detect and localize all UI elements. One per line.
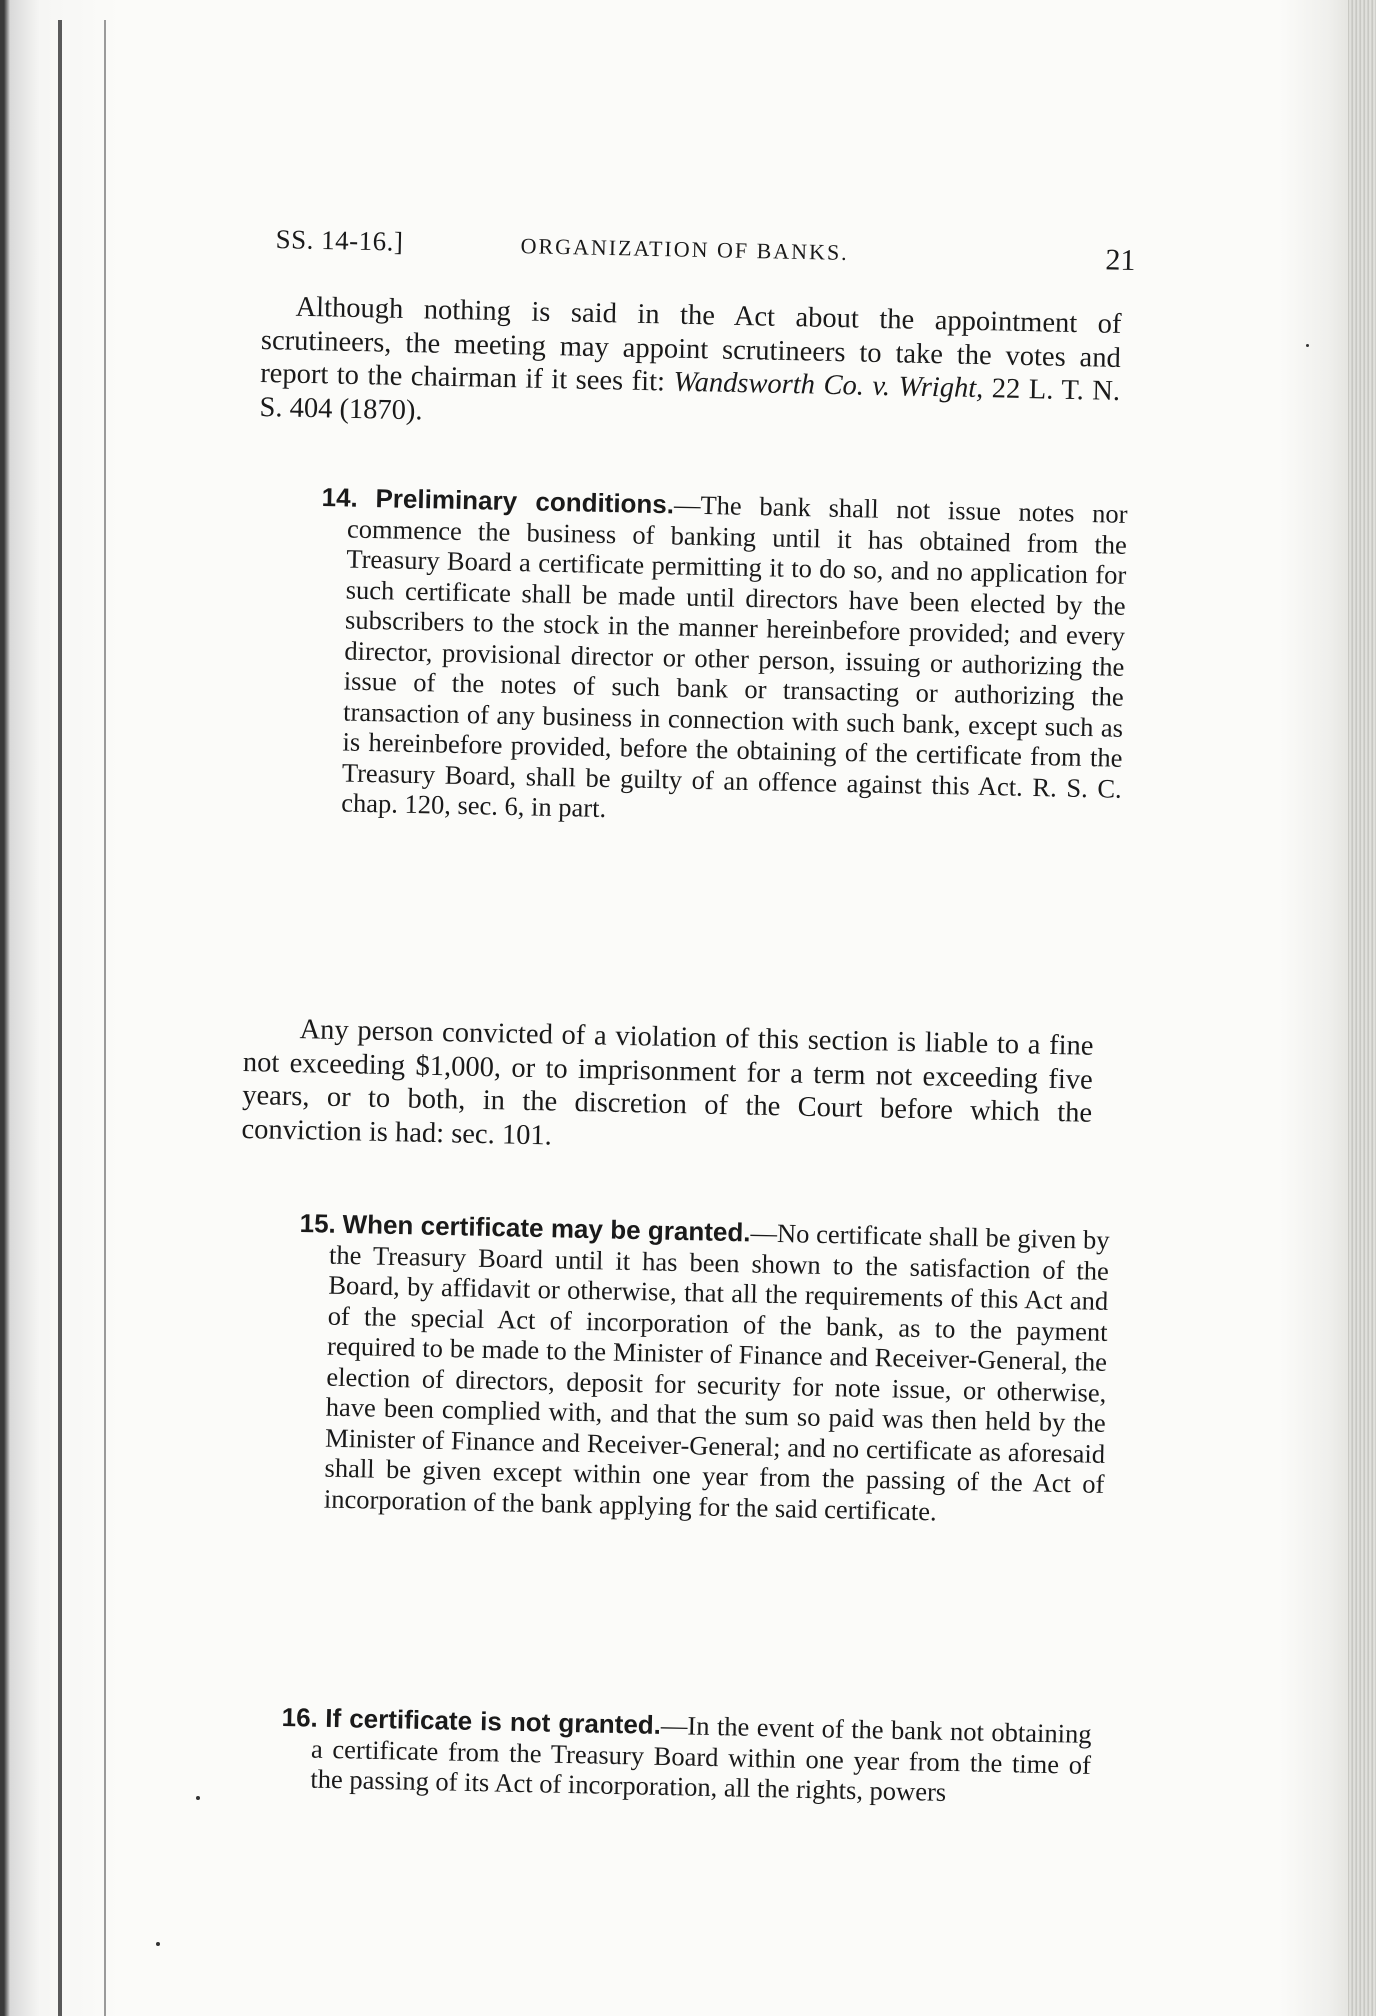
section-16-text: —In the event of the bank not obtaining a certificate from the Treasury Board within one year from the time of the passing of its Act of incorporation, all the rights, powers bbox=[310, 1709, 1092, 1807]
section-15-number: 15. bbox=[299, 1208, 337, 1239]
page-number: 21 bbox=[1105, 243, 1136, 278]
section-15-heading: When certificate may be granted. bbox=[342, 1208, 751, 1248]
header-section-range: SS. 14-16.] bbox=[275, 224, 404, 257]
case-name: Wandsworth Co. v. Wright, bbox=[673, 366, 984, 405]
section-16-heading: If certificate is not granted. bbox=[325, 1702, 662, 1740]
case-citation: 22 L. T. N. S. 404 (1870). bbox=[259, 373, 1121, 426]
page-edges bbox=[1348, 0, 1376, 2016]
intro-text: Although nothing is said in the Act about the appointment of scrutineers, the meeting may appoint scrutineers to take the votes and report to the chairman if it sees fit: bbox=[259, 291, 1122, 398]
section-15 bbox=[294, 1208, 1110, 1530]
note-14-text: Any person convicted of a violation of this section is liable to a fine not exceeding $1,000, or to imprisonment for a term not exceeding five years, or to both, in the discretion of the Court before which the conviction is had: sec. 101. bbox=[241, 1014, 1094, 1151]
note-14-paragraph bbox=[241, 1012, 1094, 1164]
binding-gutter bbox=[104, 20, 106, 2016]
ink-speck bbox=[196, 1796, 200, 1800]
section-14-number: 14. bbox=[321, 482, 359, 513]
ink-speck bbox=[1306, 344, 1309, 347]
section-14-heading: Preliminary conditions. bbox=[375, 483, 675, 520]
section-14-text: —The bank shall not issue notes nor commence the business of banking until it has obtained from the Treasury Board a certificate permitting it to do so, and no application for such certificate shall be made until directors have been elected by the subscribers to the stock in the manner hereinbefore provided; and every director, provisional director or other person, issuing or authorizing the issue of the notes of such bank or transacting or authorizing the transaction of any business in connection with such bank, except such as is hereinbefore provided, before the obtaining of the certificate from the Treasury Board, shall be guilty of an offence against this Act. R. S. C. chap. 120, sec. 6, in part. bbox=[340, 489, 1128, 824]
ink-speck bbox=[156, 1942, 160, 1946]
section-15-text: —No certificate shall be given by the Treasury Board until it has been shown to the satisfaction of the Board, by affidavit or otherwise, that all the requirements of this Act and of the special Act of incorporation of the bank, as to the payment required to be made to the Minister of Finance and Receiver-General, the election of directors, deposit for security for note issue, or otherwise, have been complied with, and that the sum so paid was then held by the Minister of Finance and Receiver-General; and no certificate as aforesaid shall be given except within one year from the passing of the Act of incorporation of the bank applying for the said certificate. bbox=[323, 1217, 1110, 1526]
section-16 bbox=[280, 1702, 1092, 1810]
binding-edge bbox=[58, 20, 62, 2016]
section-14 bbox=[315, 482, 1128, 834]
header-title: ORGANIZATION OF BANKS. bbox=[520, 233, 849, 265]
section-16-number: 16. bbox=[281, 1702, 319, 1733]
intro-paragraph bbox=[259, 290, 1122, 442]
